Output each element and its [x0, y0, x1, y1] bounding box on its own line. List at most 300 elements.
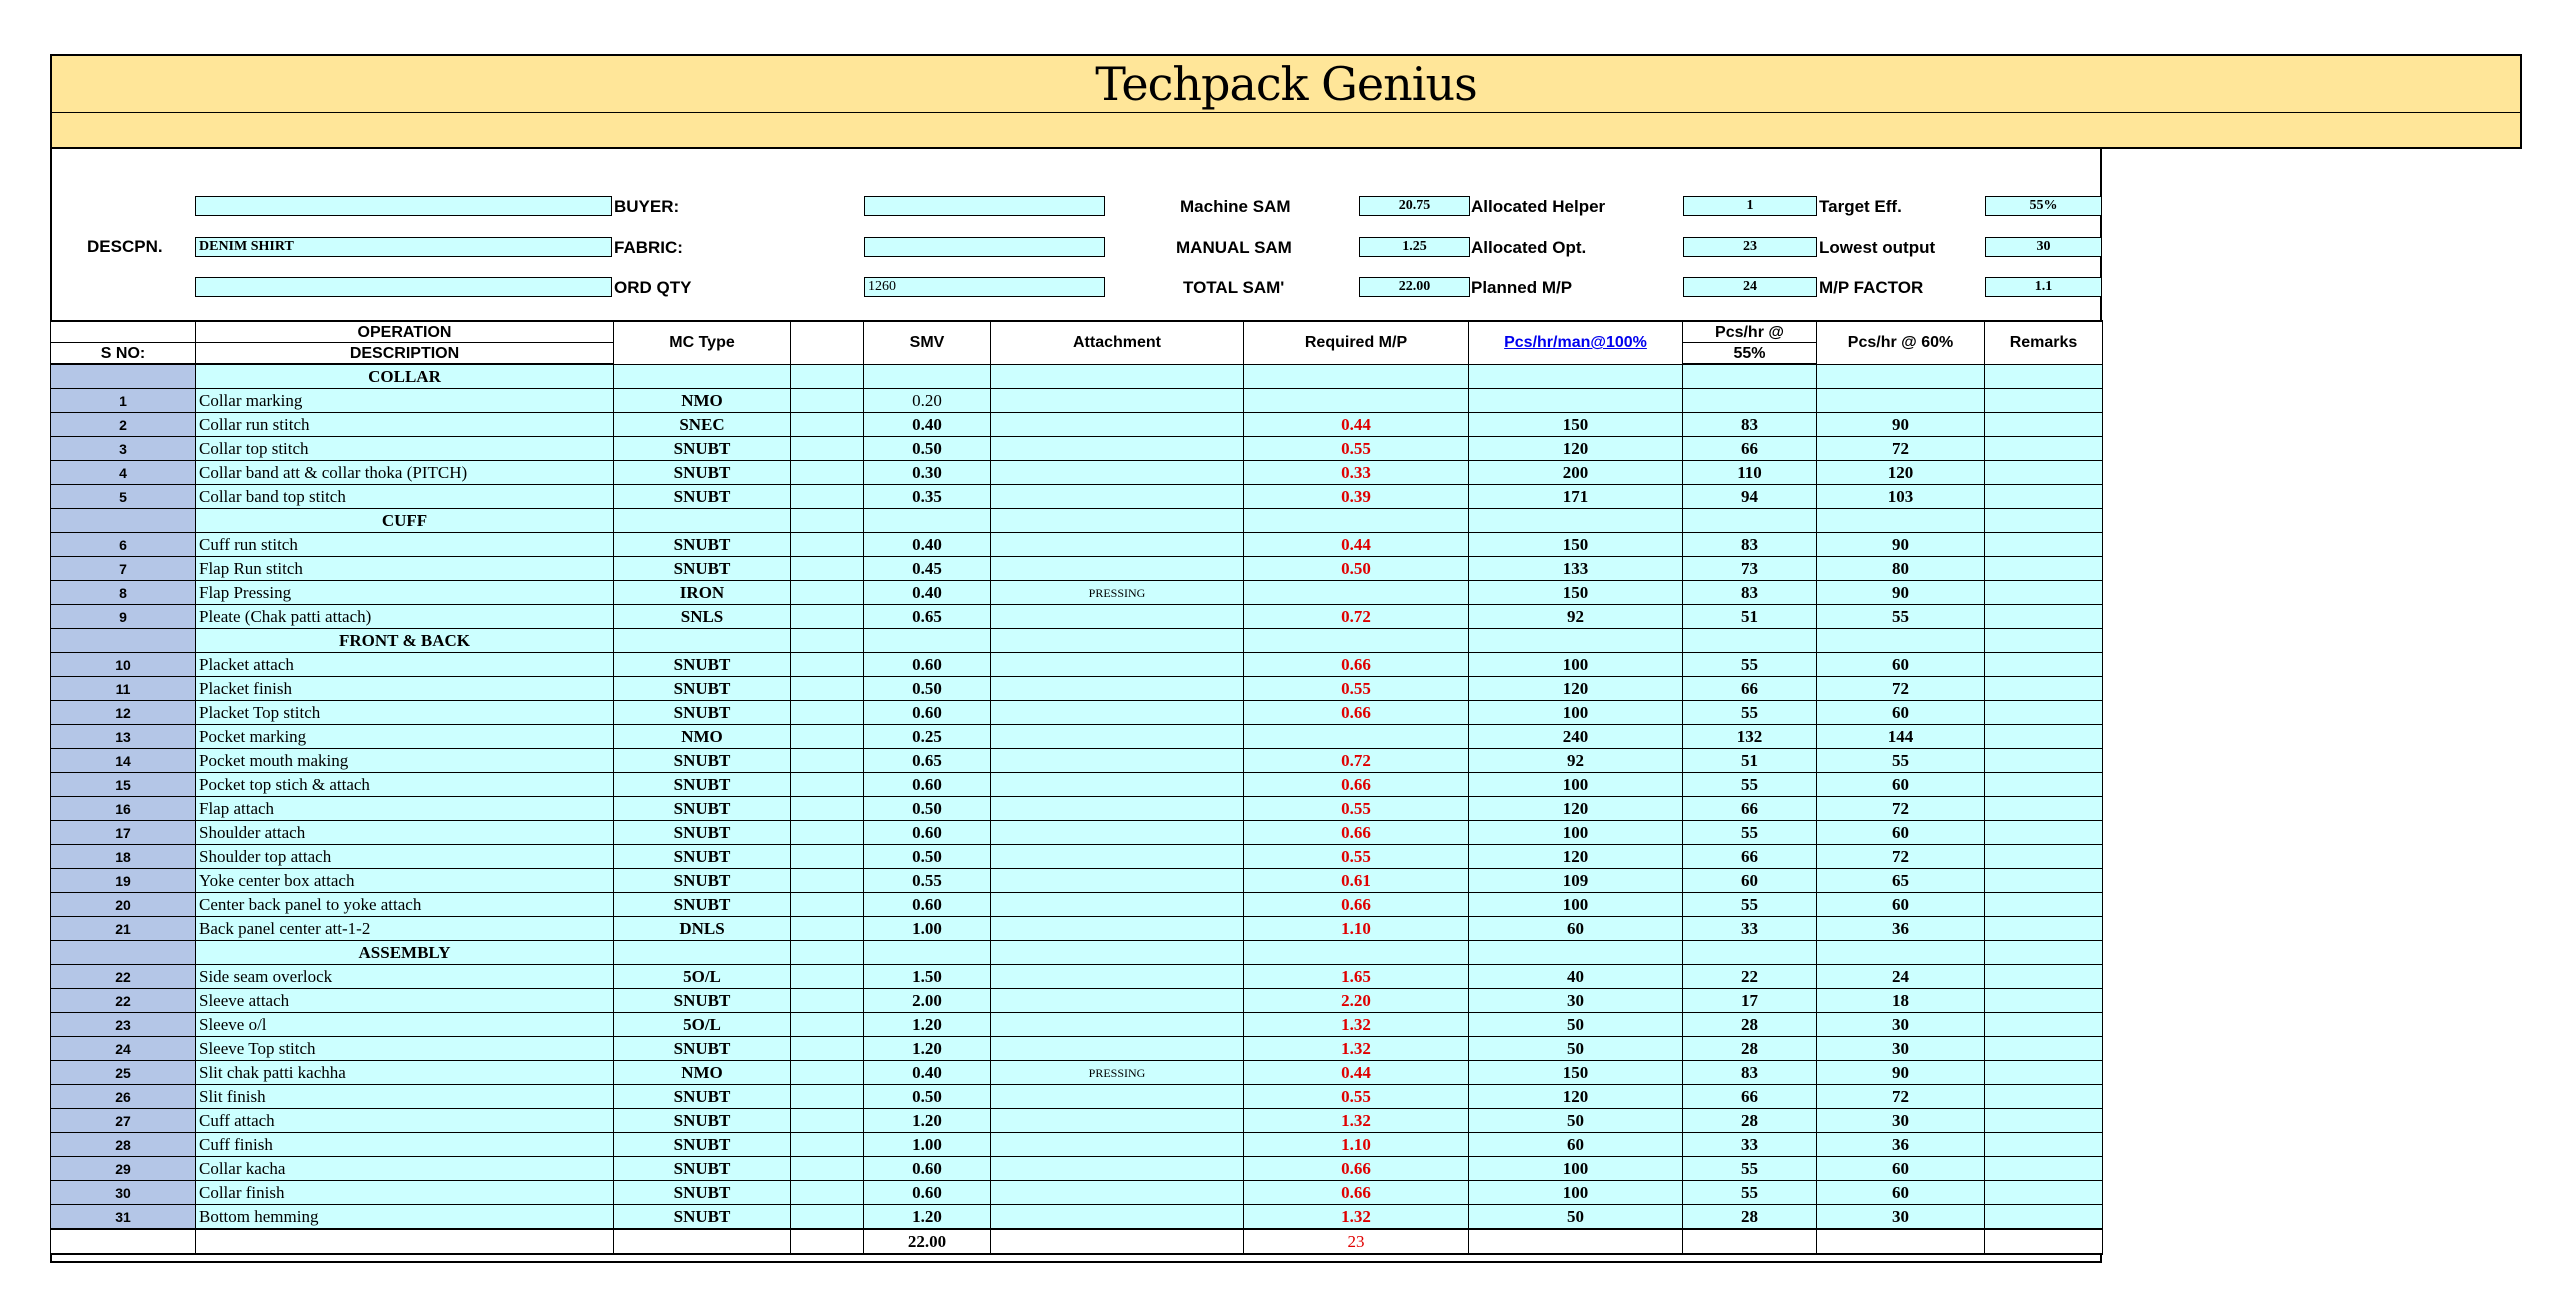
- row-smv[interactable]: 0.40: [864, 581, 991, 605]
- row-description[interactable]: Cuff finish: [196, 1133, 614, 1157]
- row-mc-type[interactable]: SNUBT: [614, 845, 791, 869]
- row-attachment[interactable]: [991, 1013, 1244, 1037]
- row-pcs-60: 80: [1817, 557, 1985, 581]
- row-description[interactable]: Cuff run stitch: [196, 533, 614, 557]
- row-attachment[interactable]: [991, 557, 1244, 581]
- row-attachment[interactable]: [991, 701, 1244, 725]
- row-description[interactable]: Pocket marking: [196, 725, 614, 749]
- table-row: [51, 965, 2103, 989]
- row-spacer: [791, 485, 864, 509]
- row-remarks[interactable]: [1985, 605, 2103, 629]
- row-mc-type[interactable]: SNUBT: [614, 797, 791, 821]
- row-remarks[interactable]: [1985, 1085, 2103, 1109]
- row-mc-type[interactable]: SNUBT: [614, 461, 791, 485]
- row-smv[interactable]: 1.20: [864, 1109, 991, 1133]
- row-smv[interactable]: 1.00: [864, 1133, 991, 1157]
- row-pcs-100: 100: [1469, 701, 1683, 725]
- row-mc-type[interactable]: 5O/L: [614, 965, 791, 989]
- table-row: [51, 845, 2103, 869]
- lowest-output-field[interactable]: 30: [1985, 237, 2102, 257]
- row-description[interactable]: Placket attach: [196, 653, 614, 677]
- row-smv[interactable]: 0.40: [864, 413, 991, 437]
- page-title: Techpack Genius: [50, 54, 2522, 114]
- row-smv[interactable]: 0.20: [864, 389, 991, 413]
- buyer-label: BUYER:: [614, 197, 680, 216]
- row-remarks[interactable]: [1985, 917, 2103, 941]
- row-smv[interactable]: 0.60: [864, 893, 991, 917]
- row-required-mp: 0.55: [1244, 845, 1469, 869]
- row-mc-type[interactable]: SNUBT: [614, 1085, 791, 1109]
- row-spacer: [791, 1157, 864, 1181]
- row-attachment[interactable]: [991, 413, 1244, 437]
- row-pcs-60: 30: [1817, 1205, 1985, 1230]
- row-description[interactable]: Collar marking: [196, 389, 614, 413]
- row-pcs-55: 51: [1683, 749, 1817, 773]
- row-pcs-55: 55: [1683, 893, 1817, 917]
- section-empty-cell: [614, 629, 791, 653]
- row-smv[interactable]: 1.20: [864, 1037, 991, 1061]
- target-eff-field[interactable]: 55%: [1985, 196, 2102, 216]
- section-empty-cell: [1817, 629, 1985, 653]
- section-empty-cell: [1469, 941, 1683, 965]
- section-empty-cell: [991, 364, 1244, 389]
- row-smv[interactable]: 0.60: [864, 1181, 991, 1205]
- row-required-mp: 0.55: [1244, 797, 1469, 821]
- row-description[interactable]: Center back panel to yoke attach: [196, 893, 614, 917]
- row-smv[interactable]: 0.50: [864, 677, 991, 701]
- row-attachment[interactable]: [991, 389, 1244, 413]
- pcs-100-link[interactable]: Pcs/hr/man@100%: [1504, 334, 1647, 352]
- row-smv[interactable]: 0.60: [864, 653, 991, 677]
- title-sub-band: [50, 113, 2522, 149]
- row-mc-type[interactable]: SNUBT: [614, 677, 791, 701]
- row-sno: 30: [51, 1181, 196, 1205]
- row-remarks[interactable]: [1985, 1157, 2103, 1181]
- row-attachment[interactable]: [991, 917, 1244, 941]
- row-pcs-60: 90: [1817, 533, 1985, 557]
- row-mc-type[interactable]: SNUBT: [614, 1205, 791, 1230]
- table-row: [51, 1181, 2103, 1205]
- section-empty-cell: [1683, 941, 1817, 965]
- row-attachment[interactable]: [991, 845, 1244, 869]
- planned-mp-label: Planned M/P: [1471, 278, 1573, 297]
- row-mc-type[interactable]: SNUBT: [614, 557, 791, 581]
- row-remarks[interactable]: [1985, 773, 2103, 797]
- row-sno: 9: [51, 605, 196, 629]
- row-pcs-55: 83: [1683, 1061, 1817, 1085]
- row-attachment[interactable]: [991, 869, 1244, 893]
- manual-sam-field[interactable]: 1.25: [1359, 237, 1470, 257]
- row-pcs-100: 240: [1469, 725, 1683, 749]
- row-mc-type[interactable]: SNUBT: [614, 893, 791, 917]
- row-smv[interactable]: 0.30: [864, 461, 991, 485]
- row-pcs-60: 55: [1817, 605, 1985, 629]
- row-attachment[interactable]: [991, 1109, 1244, 1133]
- row-description[interactable]: Yoke center box attach: [196, 869, 614, 893]
- table-row: [51, 797, 2103, 821]
- row-sno: 25: [51, 1061, 196, 1085]
- row-description[interactable]: Bottom hemming: [196, 1205, 614, 1230]
- row-remarks[interactable]: [1985, 869, 2103, 893]
- row-pcs-100: 133: [1469, 557, 1683, 581]
- row-spacer: [791, 869, 864, 893]
- row-remarks[interactable]: [1985, 1205, 2103, 1230]
- row-pcs-60: 65: [1817, 869, 1985, 893]
- row-pcs-55: 66: [1683, 797, 1817, 821]
- row-attachment[interactable]: [991, 821, 1244, 845]
- row-description[interactable]: Side seam overlock: [196, 965, 614, 989]
- row-description[interactable]: Shoulder top attach: [196, 845, 614, 869]
- row-attachment[interactable]: [991, 1037, 1244, 1061]
- row-spacer: [791, 1061, 864, 1085]
- allocated-helper-label: Allocated Helper: [1471, 197, 1606, 216]
- row-smv[interactable]: 0.40: [864, 533, 991, 557]
- row-sno: 28: [51, 1133, 196, 1157]
- row-remarks[interactable]: [1985, 437, 2103, 461]
- table-row: [51, 1037, 2103, 1061]
- row-attachment[interactable]: [991, 1181, 1244, 1205]
- row-mc-type[interactable]: IRON: [614, 581, 791, 605]
- row-smv[interactable]: 1.20: [864, 1013, 991, 1037]
- row-remarks[interactable]: [1985, 701, 2103, 725]
- row-smv[interactable]: 0.35: [864, 485, 991, 509]
- row-description[interactable]: Sleeve attach: [196, 989, 614, 1013]
- row-required-mp: 0.55: [1244, 677, 1469, 701]
- row-spacer: [791, 1205, 864, 1230]
- row-attachment[interactable]: [991, 605, 1244, 629]
- table-row: [51, 533, 2103, 557]
- row-mc-type[interactable]: SNUBT: [614, 773, 791, 797]
- target-eff-label: Target Eff.: [1819, 197, 1902, 216]
- section-empty-cell: [791, 509, 864, 533]
- row-mc-type[interactable]: SNEC: [614, 413, 791, 437]
- row-description[interactable]: Sleeve Top stitch: [196, 1037, 614, 1061]
- row-sno: 4: [51, 461, 196, 485]
- section-empty-cell: [614, 364, 791, 389]
- row-smv[interactable]: 0.60: [864, 701, 991, 725]
- total-cell-empty: [791, 1229, 864, 1254]
- descpn-extra-field-1[interactable]: [195, 196, 612, 216]
- row-smv[interactable]: 1.20: [864, 1205, 991, 1230]
- row-description[interactable]: Sleeve o/l: [196, 1013, 614, 1037]
- row-remarks[interactable]: [1985, 1013, 2103, 1037]
- row-smv[interactable]: 2.00: [864, 989, 991, 1013]
- row-description[interactable]: Flap Run stitch: [196, 557, 614, 581]
- row-remarks[interactable]: [1985, 893, 2103, 917]
- table-row: [51, 773, 2103, 797]
- buyer-field[interactable]: [864, 196, 1105, 216]
- row-mc-type[interactable]: DNLS: [614, 917, 791, 941]
- row-mc-type[interactable]: SNUBT: [614, 1037, 791, 1061]
- row-mc-type[interactable]: NMO: [614, 725, 791, 749]
- table-row: [51, 461, 2103, 485]
- row-description[interactable]: Flap attach: [196, 797, 614, 821]
- row-attachment[interactable]: [991, 1157, 1244, 1181]
- row-mc-type[interactable]: SNUBT: [614, 1157, 791, 1181]
- row-attachment[interactable]: [991, 893, 1244, 917]
- row-sno: 26: [51, 1085, 196, 1109]
- row-mc-type[interactable]: SNUBT: [614, 989, 791, 1013]
- row-remarks[interactable]: [1985, 677, 2103, 701]
- row-mc-type[interactable]: SNUBT: [614, 437, 791, 461]
- row-description[interactable]: Collar band att & collar thoka (PITCH): [196, 461, 614, 485]
- ordqty-field[interactable]: 1260: [864, 277, 1105, 297]
- pcs-55-header-line1: Pcs/hr @: [1683, 321, 1817, 343]
- row-attachment[interactable]: PRESSING: [991, 1061, 1244, 1085]
- row-attachment[interactable]: [991, 653, 1244, 677]
- row-attachment[interactable]: [991, 1133, 1244, 1157]
- table-row: [51, 989, 2103, 1013]
- row-description[interactable]: Shoulder attach: [196, 821, 614, 845]
- row-attachment[interactable]: [991, 773, 1244, 797]
- row-description[interactable]: Collar top stitch: [196, 437, 614, 461]
- table-row: [51, 917, 2103, 941]
- section-row: [51, 629, 2103, 653]
- row-sno: 16: [51, 797, 196, 821]
- row-smv[interactable]: 0.40: [864, 1061, 991, 1085]
- row-pcs-100: 120: [1469, 1085, 1683, 1109]
- row-description[interactable]: Pocket top stich & attach: [196, 773, 614, 797]
- row-pcs-100: 60: [1469, 1133, 1683, 1157]
- row-required-mp: 0.61: [1244, 869, 1469, 893]
- row-pcs-55: 33: [1683, 1133, 1817, 1157]
- row-remarks[interactable]: [1985, 533, 2103, 557]
- row-smv[interactable]: 0.50: [864, 437, 991, 461]
- remarks-header: Remarks: [1985, 321, 2103, 364]
- row-description[interactable]: Collar kacha: [196, 1157, 614, 1181]
- row-smv[interactable]: 0.55: [864, 869, 991, 893]
- row-spacer: [791, 389, 864, 413]
- row-description[interactable]: Pocket mouth making: [196, 749, 614, 773]
- row-attachment[interactable]: [991, 533, 1244, 557]
- allocated-opt-field[interactable]: 23: [1683, 237, 1817, 257]
- row-sno: 10: [51, 653, 196, 677]
- row-pcs-100: 120: [1469, 797, 1683, 821]
- total-sam-field[interactable]: 22.00: [1359, 277, 1470, 297]
- row-mc-type[interactable]: SNUBT: [614, 1109, 791, 1133]
- row-spacer: [791, 605, 864, 629]
- row-remarks[interactable]: [1985, 845, 2103, 869]
- row-remarks[interactable]: [1985, 1181, 2103, 1205]
- row-attachment[interactable]: [991, 725, 1244, 749]
- row-description[interactable]: Cuff attach: [196, 1109, 614, 1133]
- table-row: [51, 557, 2103, 581]
- row-required-mp: 0.39: [1244, 485, 1469, 509]
- row-attachment[interactable]: [991, 749, 1244, 773]
- row-remarks[interactable]: [1985, 557, 2103, 581]
- section-empty-cell: [864, 364, 991, 389]
- row-description[interactable]: Placket Top stitch: [196, 701, 614, 725]
- row-smv[interactable]: 0.60: [864, 773, 991, 797]
- mc-type-header: MC Type: [614, 321, 791, 364]
- row-spacer: [791, 1133, 864, 1157]
- total-cell-empty: [1469, 1229, 1683, 1254]
- row-required-mp: 1.10: [1244, 917, 1469, 941]
- row-mc-type[interactable]: SNLS: [614, 605, 791, 629]
- row-mc-type[interactable]: SNUBT: [614, 1133, 791, 1157]
- row-mc-type[interactable]: SNUBT: [614, 701, 791, 725]
- row-required-mp: 1.32: [1244, 1037, 1469, 1061]
- section-empty-cell: [1985, 509, 2103, 533]
- section-empty-cell: [864, 629, 991, 653]
- row-remarks[interactable]: [1985, 653, 2103, 677]
- row-mc-type[interactable]: SNUBT: [614, 869, 791, 893]
- row-pcs-55: 55: [1683, 653, 1817, 677]
- row-attachment[interactable]: [991, 1085, 1244, 1109]
- row-pcs-60: [1817, 389, 1985, 413]
- row-smv[interactable]: 0.25: [864, 725, 991, 749]
- fabric-field[interactable]: [864, 237, 1105, 257]
- row-smv[interactable]: 0.65: [864, 749, 991, 773]
- machine-sam-field[interactable]: 20.75: [1359, 196, 1470, 216]
- row-attachment[interactable]: PRESSING: [991, 581, 1244, 605]
- row-remarks[interactable]: [1985, 821, 2103, 845]
- row-pcs-60: 120: [1817, 461, 1985, 485]
- row-description[interactable]: Slit chak patti kachha: [196, 1061, 614, 1085]
- row-pcs-60: 55: [1817, 749, 1985, 773]
- row-sno: 22: [51, 965, 196, 989]
- row-remarks[interactable]: [1985, 581, 2103, 605]
- row-mc-type[interactable]: SNUBT: [614, 749, 791, 773]
- row-sno: 21: [51, 917, 196, 941]
- row-smv[interactable]: 0.60: [864, 1157, 991, 1181]
- row-required-mp: [1244, 389, 1469, 413]
- row-mc-type[interactable]: NMO: [614, 389, 791, 413]
- row-remarks[interactable]: [1985, 1061, 2103, 1085]
- mp-factor-field[interactable]: 1.1: [1985, 277, 2102, 297]
- row-smv[interactable]: 0.50: [864, 845, 991, 869]
- row-spacer: [791, 1013, 864, 1037]
- row-attachment[interactable]: [991, 1205, 1244, 1230]
- row-pcs-100: 100: [1469, 893, 1683, 917]
- section-empty-cell: [1985, 629, 2103, 653]
- section-empty-cell: [1244, 364, 1469, 389]
- row-spacer: [791, 461, 864, 485]
- row-mc-type[interactable]: NMO: [614, 1061, 791, 1085]
- row-attachment[interactable]: [991, 677, 1244, 701]
- row-remarks[interactable]: [1985, 461, 2103, 485]
- section-row: [51, 364, 2103, 389]
- row-remarks[interactable]: [1985, 989, 2103, 1013]
- row-pcs-100: 100: [1469, 773, 1683, 797]
- total-cell-empty: [614, 1229, 791, 1254]
- section-title: CUFF: [196, 509, 614, 533]
- row-mc-type[interactable]: SNUBT: [614, 653, 791, 677]
- row-sno: 20: [51, 893, 196, 917]
- row-smv[interactable]: 0.50: [864, 797, 991, 821]
- row-remarks[interactable]: [1985, 485, 2103, 509]
- row-remarks[interactable]: [1985, 749, 2103, 773]
- row-sno: 14: [51, 749, 196, 773]
- row-remarks[interactable]: [1985, 389, 2103, 413]
- row-description[interactable]: Back panel center att-1-2: [196, 917, 614, 941]
- allocated-helper-field[interactable]: 1: [1683, 196, 1817, 216]
- row-pcs-100: 30: [1469, 989, 1683, 1013]
- row-spacer: [791, 965, 864, 989]
- section-empty-cell: [1244, 941, 1469, 965]
- row-spacer: [791, 437, 864, 461]
- row-smv[interactable]: 1.00: [864, 917, 991, 941]
- row-mc-type[interactable]: 5O/L: [614, 1013, 791, 1037]
- row-spacer: [791, 533, 864, 557]
- row-attachment[interactable]: [991, 437, 1244, 461]
- row-description[interactable]: Pleate (Chak patti attach): [196, 605, 614, 629]
- row-remarks[interactable]: [1985, 413, 2103, 437]
- row-sno: 3: [51, 437, 196, 461]
- row-mc-type[interactable]: SNUBT: [614, 1181, 791, 1205]
- planned-mp-field[interactable]: 24: [1683, 277, 1817, 297]
- row-smv[interactable]: 0.60: [864, 821, 991, 845]
- row-remarks[interactable]: [1985, 1133, 2103, 1157]
- row-mc-type[interactable]: SNUBT: [614, 821, 791, 845]
- row-smv[interactable]: 0.65: [864, 605, 991, 629]
- total-required-mp: 23: [1244, 1229, 1469, 1254]
- row-smv[interactable]: 0.50: [864, 1085, 991, 1109]
- row-sno: 31: [51, 1205, 196, 1230]
- row-pcs-100: 150: [1469, 533, 1683, 557]
- row-pcs-100: 109: [1469, 869, 1683, 893]
- row-remarks[interactable]: [1985, 797, 2103, 821]
- total-cell-empty: [1985, 1229, 2103, 1254]
- row-mc-type[interactable]: SNUBT: [614, 485, 791, 509]
- section-sno-cell: [51, 364, 196, 389]
- row-required-mp: 1.10: [1244, 1133, 1469, 1157]
- row-remarks[interactable]: [1985, 1109, 2103, 1133]
- row-smv[interactable]: 1.50: [864, 965, 991, 989]
- descpn-field[interactable]: DENIM SHIRT: [195, 237, 612, 257]
- row-mc-type[interactable]: SNUBT: [614, 533, 791, 557]
- section-empty-cell: [991, 629, 1244, 653]
- row-attachment[interactable]: [991, 461, 1244, 485]
- row-attachment[interactable]: [991, 965, 1244, 989]
- pcs-100-header[interactable]: [1469, 321, 1683, 364]
- row-pcs-100: 100: [1469, 1157, 1683, 1181]
- row-description[interactable]: Collar band top stitch: [196, 485, 614, 509]
- row-remarks[interactable]: [1985, 1037, 2103, 1061]
- row-pcs-55: 83: [1683, 413, 1817, 437]
- row-pcs-100: 100: [1469, 1181, 1683, 1205]
- row-sno: 29: [51, 1157, 196, 1181]
- row-description[interactable]: Placket finish: [196, 677, 614, 701]
- row-remarks[interactable]: [1985, 965, 2103, 989]
- spacer-header: [791, 321, 864, 364]
- row-description[interactable]: Collar finish: [196, 1181, 614, 1205]
- row-description[interactable]: Collar run stitch: [196, 413, 614, 437]
- section-empty-cell: [864, 941, 991, 965]
- row-remarks[interactable]: [1985, 725, 2103, 749]
- row-sno: 1: [51, 389, 196, 413]
- row-required-mp: 0.66: [1244, 893, 1469, 917]
- row-pcs-55: 28: [1683, 1109, 1817, 1133]
- row-spacer: [791, 821, 864, 845]
- row-description[interactable]: Flap Pressing: [196, 581, 614, 605]
- row-pcs-60: 103: [1817, 485, 1985, 509]
- table-row: [51, 653, 2103, 677]
- row-sno: 12: [51, 701, 196, 725]
- row-attachment[interactable]: [991, 485, 1244, 509]
- row-spacer: [791, 797, 864, 821]
- row-required-mp: [1244, 725, 1469, 749]
- row-description[interactable]: Slit finish: [196, 1085, 614, 1109]
- row-attachment[interactable]: [991, 797, 1244, 821]
- row-smv[interactable]: 0.45: [864, 557, 991, 581]
- descpn-extra-field-2[interactable]: [195, 277, 612, 297]
- row-pcs-100: 120: [1469, 437, 1683, 461]
- row-attachment[interactable]: [991, 989, 1244, 1013]
- row-required-mp: 0.66: [1244, 773, 1469, 797]
- operations-table: [50, 320, 2103, 1255]
- row-required-mp: 0.66: [1244, 1181, 1469, 1205]
